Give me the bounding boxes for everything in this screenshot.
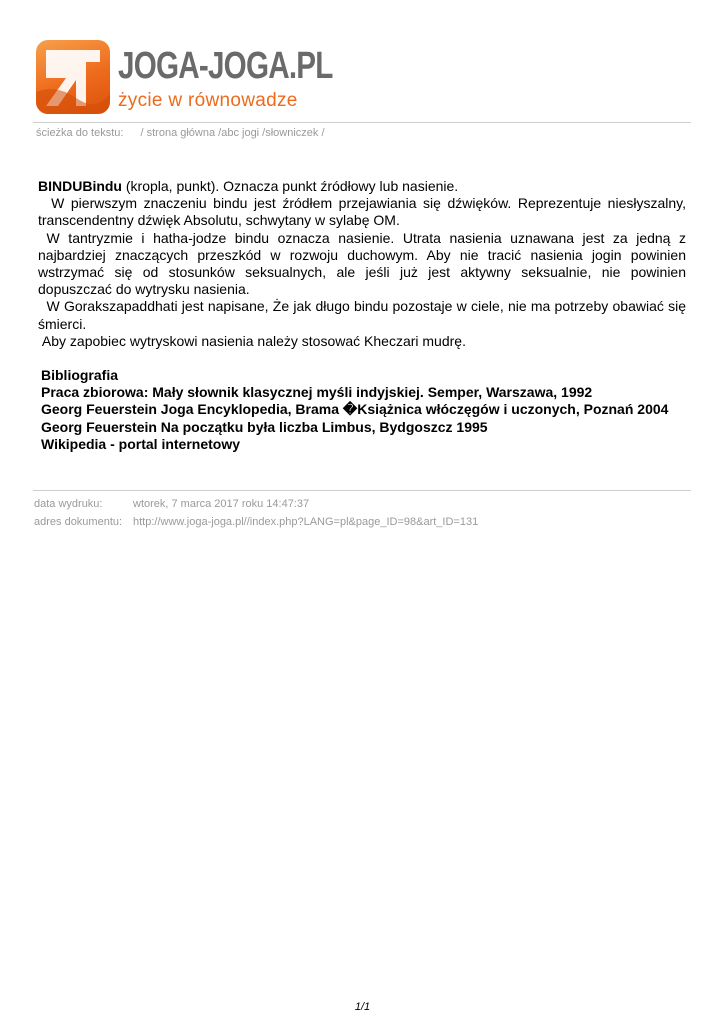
footer-divider (33, 490, 691, 491)
print-date-value: wtorek, 7 marca 2017 roku 14:47:37 (133, 498, 310, 510)
print-date-label: data wydruku: (34, 498, 103, 510)
print-date-row (34, 495, 478, 513)
document-address-row (34, 513, 478, 531)
term-definition: (kropla, punkt). Oznacza punkt źródłowy lub nasienie. (122, 178, 459, 194)
article-paragraph: Aby zapobiec wytryskowi nasienia należy stosować Kheczari mudrę. (38, 332, 466, 349)
yoga-logo-icon (36, 40, 110, 114)
document-address-label: adres dokumentu: (34, 516, 123, 528)
article-term (38, 178, 686, 195)
site-header (36, 38, 336, 116)
bibliography-item: Georg Feuerstein Joga Encyklopedia, Brama �Książnica włóczęgów i uczonych, Poznań 2004 (41, 401, 669, 418)
breadcrumb-path[interactable]: / strona główna /abc jogi /słowniczek / (140, 127, 325, 139)
bibliography (41, 367, 681, 453)
document-address-link[interactable]: http://www.joga-joga.pl//index.php?LANG=pl&page_ID=98&art_ID=131 (133, 516, 479, 528)
breadcrumb (36, 127, 325, 139)
article-paragraph: W Gorakszapaddhati jest napisane, Że jak długo bindu pozostaje w ciele, nie ma potrzeby obawiać się śmierci. (38, 298, 690, 332)
bibliography-item: Wikipedia - portal internetowy (41, 435, 241, 452)
page-number: 1/1 (354, 1001, 371, 1013)
article-body (38, 178, 690, 350)
brand-tagline: życie w równowadze (118, 90, 298, 111)
brand-title: JOGA-JOGA.PL (118, 45, 333, 87)
article-paragraph: W pierwszym znaczeniu bindu jest źródłem przejawiania się dźwięków. Reprezentuje niesłyszalny, transcendentny dźwięk Absolutu, schwytany w sylabę OM. (38, 195, 690, 229)
article-paragraph: W tantryzmie i hatha-jodze bindu oznacza nasienie. Utrata nasienia uznawana jest za jedną z najbardziej znaczących przeszkód w rozwoju duchowym. Aby nie tracić nasienia jogin powinien wstrzymać się od stosunków seksualnych, ale jeśli już jest aktywny seksualnie, nie powinien dopuszczać do wytrysku nasienia. (38, 229, 690, 298)
term-bold: BINDUBindu (38, 178, 122, 194)
print-metadata (34, 495, 478, 531)
header-divider (33, 122, 691, 123)
breadcrumb-label: ścieżka do tekstu: (36, 127, 124, 139)
bibliography-item: Georg Feuerstein Na początku była liczba Limbus, Bydgoszcz 1995 (41, 418, 488, 435)
bibliography-heading: Bibliografia (41, 367, 119, 383)
bibliography-item: Praca zbiorowa: Mały słownik klasycznej myśli indyjskiej. Semper, Warszawa, 1992 (41, 384, 593, 401)
